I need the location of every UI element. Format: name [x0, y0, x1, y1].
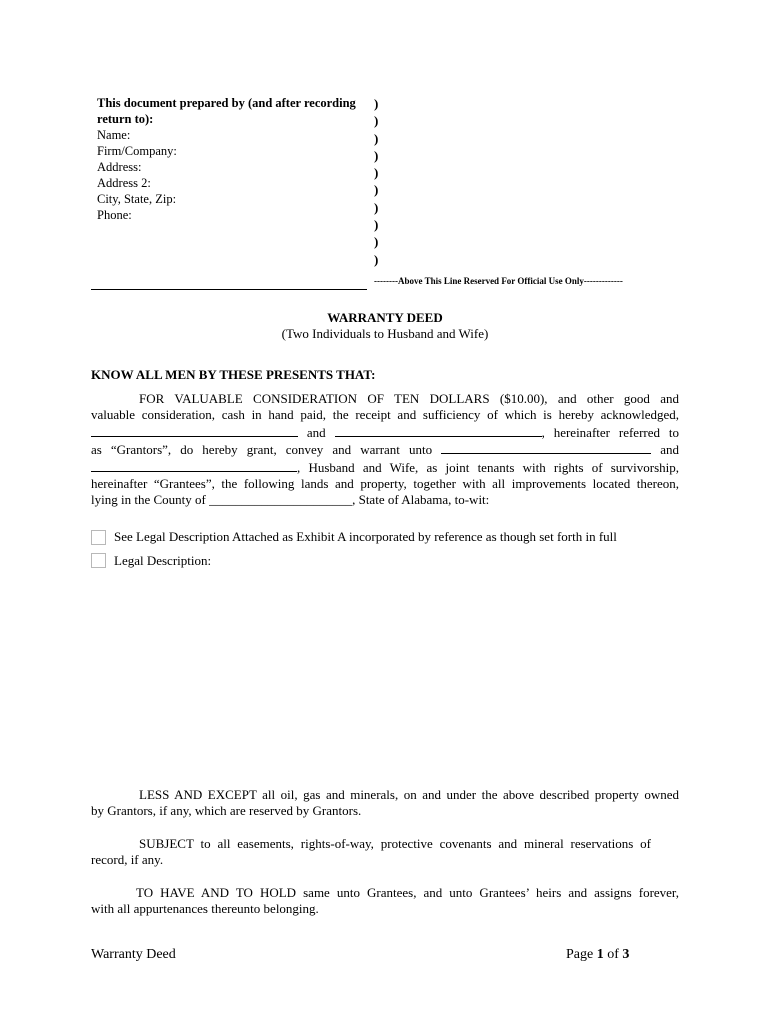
county-line	[91, 492, 679, 508]
grantor-2-blank[interactable]	[335, 424, 542, 437]
deed-subtitle: (Two Individuals to Husband and Wife)	[281, 326, 489, 341]
grantors-line	[91, 441, 679, 458]
less-except-paragraph	[91, 787, 679, 820]
grantor-1-blank[interactable]	[91, 424, 298, 437]
preparer-field-phone: Phone:	[97, 208, 132, 222]
legal-description-label: Legal Description:	[114, 553, 212, 568]
grantors-text: as “Grantors”, do hereby grant, convey and warrant unto	[91, 442, 433, 458]
county-prefix: lying in the County of	[91, 492, 206, 508]
less-except-line-2: by Grantors, if any, which are reserved by Grantors.	[91, 803, 362, 819]
preparer-field-address: Address:	[97, 160, 142, 174]
exhibit-a-label: See Legal Description Attached as Exhibit A incorporated by reference as though set forth in full	[114, 529, 617, 544]
grantee-2-blank[interactable]	[91, 459, 297, 472]
habendum-line-2: with all appurtenances thereunto belonging.	[91, 901, 319, 917]
grantees-line: hereinafter “Grantees”, the following lands and property, together with all improvements located thereon,	[91, 476, 679, 492]
subject-paragraph	[91, 836, 651, 869]
bracket: )	[374, 251, 379, 267]
page-word: Page	[566, 947, 594, 962]
subject-line-1: SUBJECT to all easements, rights-of-way, protective covenants and mineral reservations of	[139, 836, 651, 851]
preparer-field-firm: Firm/Company:	[97, 144, 177, 158]
husband-wife-text: , Husband and Wife, as joint tenants with rights of survivorship,	[297, 459, 679, 475]
and-word-2: and	[660, 442, 680, 458]
bracket: )	[374, 199, 379, 215]
preparer-field-address2: Address 2:	[97, 176, 151, 190]
preparer-heading-1: This document prepared by (and after recording	[97, 96, 356, 110]
footer-page-number	[566, 947, 629, 963]
preparer-block	[97, 95, 367, 223]
grantee-line	[91, 459, 679, 476]
know-all-men-heading: KNOW ALL MEN BY THESE PRESENTS THAT:	[91, 367, 376, 382]
bracket-column	[374, 95, 378, 268]
consideration-paragraph	[91, 391, 679, 509]
bracket: )	[374, 165, 379, 181]
county-blank[interactable]: ______________________	[209, 492, 353, 508]
legal-description-checkbox[interactable]	[91, 553, 106, 568]
exhibit-a-checkbox[interactable]	[91, 530, 106, 545]
habendum-line-1: TO HAVE AND TO HOLD same unto Grantees, and unto Grantees’ heirs and assigns forever,	[136, 885, 679, 900]
footer-document-name: Warranty Deed	[91, 947, 176, 962]
consideration-line-2: valuable consideration, cash in hand paid, the receipt and sufficiency of which is hereby acknowledged,	[91, 407, 679, 423]
bracket: )	[374, 96, 379, 111]
page-total: 3	[622, 947, 630, 962]
consideration-line-1: FOR VALUABLE CONSIDERATION OF TEN DOLLARS ($10.00), and other good and	[139, 391, 679, 406]
bracket: )	[374, 130, 379, 146]
hereinafter-text: , hereinafter referred to	[541, 424, 680, 440]
page-current: 1	[596, 947, 604, 962]
preparer-heading-2: return to):	[97, 112, 154, 126]
bracket: )	[374, 217, 379, 233]
bracket: )	[374, 234, 379, 250]
county-suffix: , State of Alabama, to-wit:	[352, 492, 490, 508]
bracket: )	[374, 147, 379, 163]
preparer-field-name: Name:	[97, 128, 131, 142]
recording-signature-line	[91, 289, 367, 290]
bracket: )	[374, 182, 379, 198]
less-except-line-1: LESS AND EXCEPT all oil, gas and minerals, on and under the above described property owned	[139, 787, 679, 802]
habendum-paragraph	[91, 885, 679, 918]
deed-title: WARRANTY DEED	[327, 310, 443, 325]
subject-line-2: record, if any.	[91, 852, 164, 868]
official-use-notice: --------Above This Line Reserved For Official Use Only-------------	[374, 276, 623, 286]
grantor-names-line	[91, 424, 679, 441]
of-word: of	[607, 947, 619, 962]
and-word: and	[306, 424, 326, 440]
bracket: )	[374, 113, 379, 129]
preparer-field-city-state-zip: City, State, Zip:	[97, 192, 177, 206]
grantee-1-blank[interactable]	[441, 441, 651, 454]
